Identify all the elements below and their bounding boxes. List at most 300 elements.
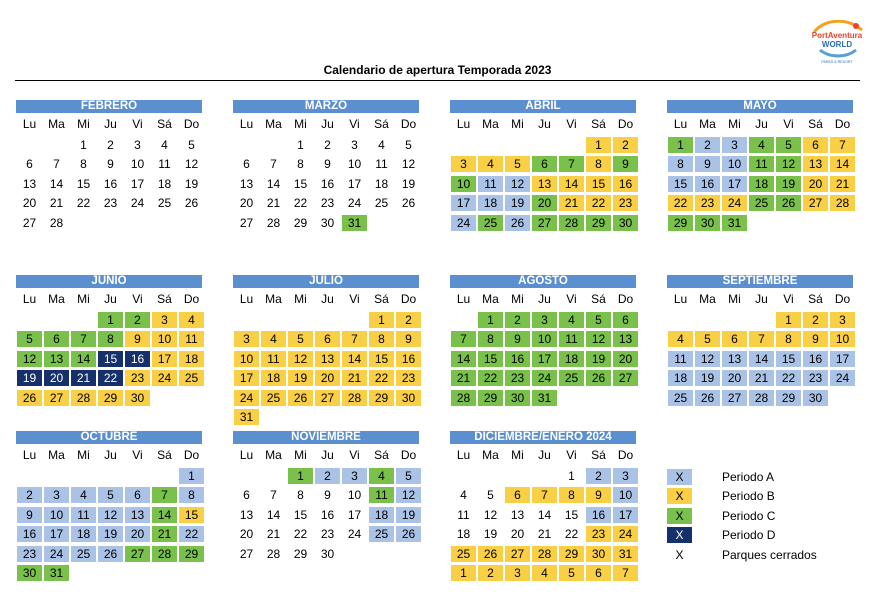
- day-number: 16: [125, 351, 150, 367]
- weekday-label: Ju: [104, 292, 117, 306]
- day-cell: [504, 388, 531, 408]
- day-number: 13: [613, 331, 638, 347]
- day-number: 29: [776, 390, 801, 406]
- weekday-label: Do: [183, 448, 200, 462]
- day-cell: [531, 564, 558, 584]
- day-number: 13: [239, 176, 254, 191]
- day-number: 19: [401, 176, 416, 191]
- day-number: 2: [17, 487, 42, 503]
- day-cell: [314, 544, 341, 564]
- day-number: 13: [44, 351, 69, 367]
- day-cell: [612, 544, 639, 564]
- day-number: 3: [134, 137, 141, 152]
- empty-cell: [450, 466, 477, 486]
- day-number: 12: [288, 351, 313, 367]
- day-cell: [314, 155, 341, 175]
- day-cell: [531, 388, 558, 408]
- day-cell: [477, 174, 504, 194]
- day-cell: [585, 213, 612, 233]
- day-number: 27: [803, 195, 828, 211]
- day-number: 6: [243, 157, 250, 172]
- day-cell: [477, 194, 504, 214]
- day-cell: [16, 525, 43, 545]
- weekday-label: Ma: [699, 292, 716, 306]
- day-number: 16: [320, 176, 335, 191]
- day-cell: [16, 369, 43, 389]
- day-cell: [97, 486, 124, 506]
- day-cell: [558, 349, 585, 369]
- day-cell: [43, 349, 70, 369]
- day-cell: [694, 213, 721, 233]
- day-cell: [395, 388, 422, 408]
- day-cell: [97, 135, 124, 155]
- day-number: 15: [98, 351, 123, 367]
- weekday-label: Ju: [538, 292, 551, 306]
- empty-cell: [748, 310, 775, 330]
- day-number: 16: [613, 176, 638, 192]
- day-number: 26: [17, 390, 42, 406]
- day-number: 12: [776, 156, 801, 172]
- day-number: 20: [722, 370, 747, 386]
- day-cell: [450, 213, 477, 233]
- day-cell: [829, 369, 856, 389]
- day-grid: [450, 310, 639, 408]
- day-cell: [667, 213, 694, 233]
- day-cell: [667, 369, 694, 389]
- weekday-label: Vi: [783, 117, 794, 131]
- day-cell: [124, 505, 151, 525]
- day-cell: [802, 135, 829, 155]
- day-cell: [178, 330, 205, 350]
- day-number: 4: [261, 331, 286, 347]
- day-cell: [70, 194, 97, 214]
- day-number: 5: [396, 468, 421, 484]
- day-number: 18: [179, 351, 204, 367]
- day-number: 21: [266, 527, 281, 542]
- day-number: 23: [505, 370, 530, 386]
- day-cell: [368, 310, 395, 330]
- weekday-label: Sá: [591, 448, 606, 462]
- day-cell: [43, 174, 70, 194]
- day-cell: [748, 135, 775, 155]
- weekday-label: Vi: [783, 292, 794, 306]
- day-cell: [585, 544, 612, 564]
- day-cell: [721, 213, 748, 233]
- legend-item: [666, 506, 817, 526]
- day-number: 13: [125, 507, 150, 523]
- day-cell: [124, 486, 151, 506]
- day-cell: [395, 330, 422, 350]
- day-number: 10: [532, 331, 557, 347]
- day-number: 20: [44, 370, 69, 386]
- day-cell: [450, 564, 477, 584]
- weekday-label: Lu: [239, 292, 254, 306]
- day-cell: [504, 213, 531, 233]
- day-cell: [558, 486, 585, 506]
- day-cell: [829, 174, 856, 194]
- day-cell: [97, 369, 124, 389]
- day-cell: [70, 155, 97, 175]
- day-cell: [531, 505, 558, 525]
- day-cell: [829, 349, 856, 369]
- day-cell: [612, 505, 639, 525]
- weekday-label: Ju: [321, 117, 334, 131]
- empty-cell: [70, 466, 97, 486]
- day-number: 26: [98, 546, 123, 562]
- day-number: 16: [505, 351, 530, 367]
- weekday-label: Do: [400, 292, 417, 306]
- weekday-label: Do: [400, 448, 417, 462]
- day-cell: [368, 330, 395, 350]
- day-cell: [260, 544, 287, 564]
- day-cell: [70, 544, 97, 564]
- day-number: 19: [776, 176, 801, 192]
- day-number: 4: [532, 565, 557, 581]
- weekday-label: Ju: [538, 117, 551, 131]
- day-cell: [287, 155, 314, 175]
- day-number: 27: [505, 546, 530, 562]
- day-number: 17: [532, 351, 557, 367]
- day-number: 12: [98, 507, 123, 523]
- weekday-label: Ju: [104, 448, 117, 462]
- day-cell: [395, 505, 422, 525]
- day-number: 28: [266, 215, 281, 230]
- day-cell: [260, 174, 287, 194]
- day-number: 29: [586, 215, 611, 231]
- day-cell: [450, 330, 477, 350]
- day-cell: [43, 486, 70, 506]
- day-cell: [802, 194, 829, 214]
- day-number: 2: [396, 312, 421, 328]
- day-cell: [233, 330, 260, 350]
- day-number: 10: [44, 507, 69, 523]
- day-cell: [694, 330, 721, 350]
- day-number: 7: [749, 331, 774, 347]
- day-number: 7: [830, 137, 855, 153]
- day-cell: [585, 564, 612, 584]
- day-cell: [151, 369, 178, 389]
- legend-swatch: X: [667, 469, 692, 485]
- day-number: 5: [98, 487, 123, 503]
- weekday-label: Do: [400, 117, 417, 131]
- day-cell: [368, 505, 395, 525]
- day-cell: [395, 369, 422, 389]
- day-number: 29: [293, 215, 308, 230]
- day-number: 2: [586, 468, 611, 484]
- day-cell: [829, 155, 856, 175]
- day-number: 21: [537, 527, 552, 542]
- weekday-label: Mi: [511, 117, 524, 131]
- day-cell: [178, 349, 205, 369]
- day-number: 1: [451, 565, 476, 581]
- weekday-label: Sá: [157, 117, 172, 131]
- day-number: 28: [71, 390, 96, 406]
- day-number: 3: [613, 468, 638, 484]
- day-cell: [287, 194, 314, 214]
- day-number: 14: [342, 351, 367, 367]
- day-number: 1: [179, 468, 204, 484]
- day-number: 30: [17, 565, 42, 581]
- empty-cell: [16, 310, 43, 330]
- day-cell: [70, 388, 97, 408]
- day-cell: [97, 525, 124, 545]
- day-cell: [233, 213, 260, 233]
- day-number: 10: [830, 331, 855, 347]
- day-cell: [16, 486, 43, 506]
- day-cell: [341, 174, 368, 194]
- day-number: 26: [288, 390, 313, 406]
- day-cell: [531, 349, 558, 369]
- day-cell: [287, 388, 314, 408]
- day-number: 4: [71, 487, 96, 503]
- day-number: 17: [451, 195, 476, 211]
- day-number: 15: [179, 507, 204, 523]
- day-cell: [802, 330, 829, 350]
- weekday-label: Ma: [48, 448, 65, 462]
- day-number: 21: [49, 196, 64, 211]
- weekday-label: Lu: [22, 117, 37, 131]
- day-number: 26: [184, 196, 199, 211]
- day-cell: [124, 544, 151, 564]
- day-number: 17: [44, 526, 69, 542]
- legend-item: [666, 526, 817, 546]
- day-cell: [124, 310, 151, 330]
- day-cell: [70, 349, 97, 369]
- day-cell: [585, 486, 612, 506]
- day-number: 11: [478, 176, 503, 192]
- day-number: 2: [613, 137, 638, 153]
- day-number: 2: [315, 468, 340, 484]
- legend-label: Periodo A: [722, 469, 775, 484]
- day-cell: [124, 525, 151, 545]
- legend: [666, 467, 817, 565]
- page-title: Calendario de apertura Temporada 2023: [323, 63, 552, 77]
- day-number: 9: [107, 157, 114, 172]
- weekday-label: Ma: [482, 117, 499, 131]
- day-number: 10: [613, 487, 638, 503]
- day-cell: [531, 213, 558, 233]
- empty-cell: [287, 310, 314, 330]
- day-cell: [504, 155, 531, 175]
- day-number: 8: [179, 487, 204, 503]
- day-number: 15: [76, 176, 91, 191]
- weekday-label: Mi: [728, 117, 741, 131]
- day-number: 20: [125, 526, 150, 542]
- day-cell: [504, 544, 531, 564]
- day-number: 2: [107, 137, 114, 152]
- day-cell: [829, 135, 856, 155]
- day-cell: [504, 505, 531, 525]
- legend-swatch: X: [675, 547, 684, 562]
- day-cell: [775, 369, 802, 389]
- day-cell: [694, 349, 721, 369]
- day-cell: [477, 349, 504, 369]
- day-cell: [450, 525, 477, 545]
- legend-label: Periodo B: [722, 489, 775, 504]
- weekday-label: Sá: [591, 117, 606, 131]
- day-number: 20: [613, 351, 638, 367]
- weekday-label: Ma: [265, 117, 282, 131]
- day-cell: [341, 525, 368, 545]
- weekday-label: Ju: [104, 117, 117, 131]
- day-cell: [287, 505, 314, 525]
- weekday-label: Vi: [132, 292, 143, 306]
- weekday-label: Mi: [511, 292, 524, 306]
- day-cell: [558, 213, 585, 233]
- day-grid: [233, 466, 422, 564]
- day-number: 23: [17, 546, 42, 562]
- day-cell: [43, 544, 70, 564]
- day-number: 23: [125, 370, 150, 386]
- day-number: 5: [487, 488, 494, 503]
- day-cell: [802, 349, 829, 369]
- day-number: 31: [342, 215, 367, 231]
- day-number: 7: [532, 487, 557, 503]
- day-cell: [612, 466, 639, 486]
- day-number: 4: [378, 137, 385, 152]
- day-number: 30: [396, 390, 421, 406]
- day-cell: [97, 505, 124, 525]
- day-cell: [314, 174, 341, 194]
- day-grid: [450, 135, 639, 233]
- day-number: 5: [288, 331, 313, 347]
- day-number: 19: [483, 527, 498, 542]
- day-cell: [721, 194, 748, 214]
- empty-cell: [667, 310, 694, 330]
- day-number: 29: [478, 390, 503, 406]
- day-number: 21: [830, 176, 855, 192]
- day-cell: [97, 194, 124, 214]
- day-number: 25: [179, 370, 204, 386]
- day-number: 11: [668, 351, 693, 367]
- empty-cell: [531, 135, 558, 155]
- month-header: FEBRERO: [16, 100, 202, 113]
- day-number: 25: [478, 215, 503, 231]
- day-number: 11: [71, 507, 96, 523]
- month-febrero: [16, 100, 205, 233]
- day-cell: [477, 544, 504, 564]
- day-cell: [16, 564, 43, 584]
- legend-label: Periodo D: [722, 528, 776, 543]
- legend-swatch: X: [667, 488, 692, 504]
- day-grid: [667, 310, 856, 408]
- day-cell: [721, 388, 748, 408]
- weekday-label: Ma: [265, 448, 282, 462]
- day-number: 6: [505, 487, 530, 503]
- day-number: 7: [559, 156, 584, 172]
- day-cell: [341, 330, 368, 350]
- day-grid: [16, 466, 205, 583]
- day-number: 6: [26, 157, 33, 172]
- empty-cell: [260, 310, 287, 330]
- day-number: 15: [369, 351, 394, 367]
- day-cell: [531, 155, 558, 175]
- empty-cell: [16, 135, 43, 155]
- day-cell: [721, 174, 748, 194]
- day-cell: [612, 213, 639, 233]
- day-number: 27: [125, 546, 150, 562]
- day-number: 28: [342, 390, 367, 406]
- day-cell: [748, 155, 775, 175]
- day-cell: [314, 486, 341, 506]
- day-cell: [314, 369, 341, 389]
- month-abril: [450, 100, 639, 233]
- day-cell: [314, 466, 341, 486]
- day-cell: [395, 486, 422, 506]
- day-number: 18: [559, 351, 584, 367]
- day-number: 16: [17, 526, 42, 542]
- day-cell: [748, 388, 775, 408]
- weekday-label: Vi: [349, 448, 360, 462]
- day-number: 5: [695, 331, 720, 347]
- month-header: DICIEMBRE/ENERO 2024: [450, 431, 636, 444]
- weekday-label: Lu: [239, 117, 254, 131]
- day-cell: [477, 525, 504, 545]
- empty-cell: [314, 310, 341, 330]
- day-cell: [477, 486, 504, 506]
- day-number: 30: [613, 215, 638, 231]
- day-cell: [558, 525, 585, 545]
- weekday-label: Lu: [22, 292, 37, 306]
- day-cell: [829, 310, 856, 330]
- day-cell: [450, 155, 477, 175]
- day-number: 15: [668, 176, 693, 192]
- day-cell: [585, 135, 612, 155]
- day-cell: [287, 349, 314, 369]
- day-cell: [314, 213, 341, 233]
- day-number: 28: [152, 546, 177, 562]
- day-number: 8: [776, 331, 801, 347]
- day-cell: [368, 174, 395, 194]
- day-cell: [341, 486, 368, 506]
- day-cell: [314, 388, 341, 408]
- day-cell: [504, 310, 531, 330]
- day-cell: [314, 330, 341, 350]
- day-number: 30: [125, 390, 150, 406]
- day-number: 11: [457, 507, 470, 522]
- weekday-label: Lu: [673, 292, 688, 306]
- day-number: 14: [749, 351, 774, 367]
- day-cell: [341, 505, 368, 525]
- day-number: 1: [478, 312, 503, 328]
- day-number: 11: [369, 487, 394, 503]
- day-cell: [395, 525, 422, 545]
- day-number: 23: [320, 527, 335, 542]
- day-number: 14: [152, 507, 177, 523]
- day-cell: [368, 369, 395, 389]
- day-cell: [151, 194, 178, 214]
- day-number: 20: [510, 527, 525, 542]
- day-number: 7: [71, 331, 96, 347]
- day-cell: [667, 135, 694, 155]
- month-header: MARZO: [233, 100, 419, 113]
- weekday-label: Do: [617, 117, 634, 131]
- day-cell: [70, 330, 97, 350]
- day-cell: [504, 194, 531, 214]
- day-cell: [368, 194, 395, 214]
- month-agosto: [450, 275, 639, 408]
- day-number: 5: [559, 565, 584, 581]
- day-cell: [16, 505, 43, 525]
- day-cell: [233, 349, 260, 369]
- legend-swatch: X: [667, 527, 692, 543]
- day-number: 17: [152, 351, 177, 367]
- day-number: 13: [22, 176, 37, 191]
- weekday-label: Mi: [728, 292, 741, 306]
- day-cell: [504, 174, 531, 194]
- day-number: 19: [17, 370, 42, 386]
- day-cell: [585, 174, 612, 194]
